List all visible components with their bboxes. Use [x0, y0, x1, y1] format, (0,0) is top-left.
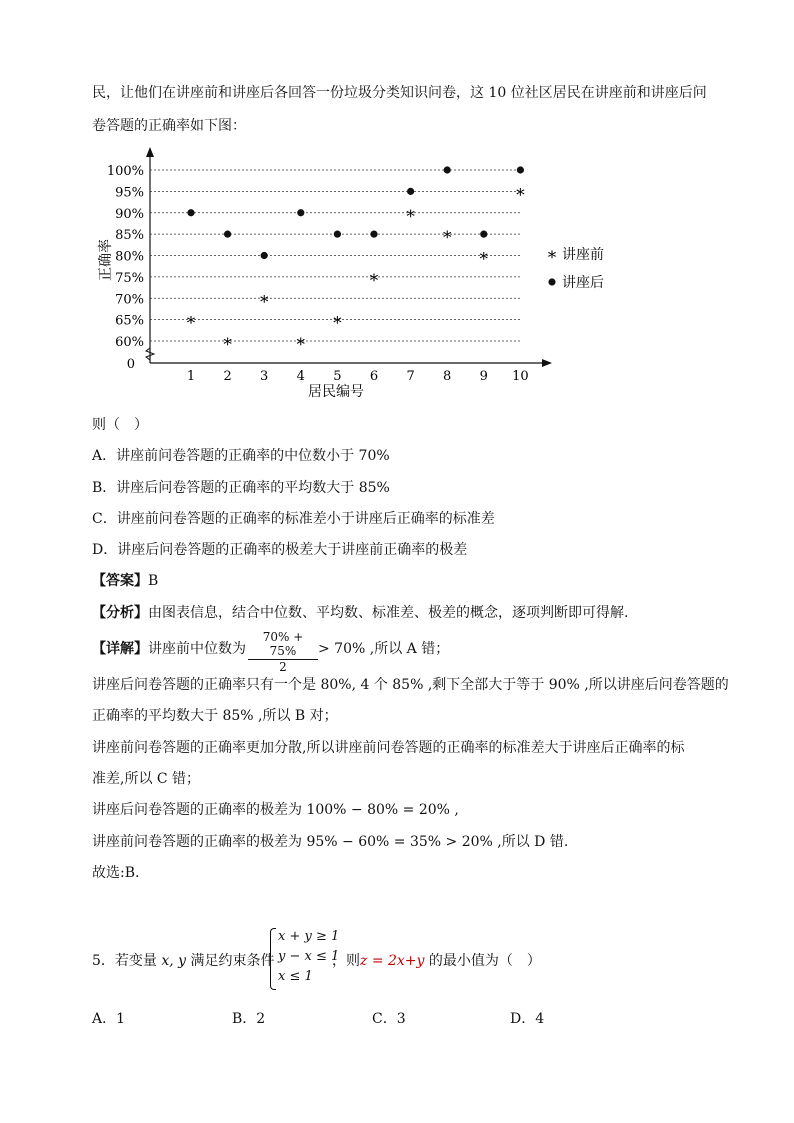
answer-line — [92, 572, 158, 590]
q5-prefix: 5．若变量 — [92, 953, 162, 969]
q5-option-c: C．3 — [372, 1011, 406, 1027]
x-tick-label: 3 — [260, 369, 269, 384]
fraction-numerator: 70% + 75% — [248, 630, 318, 660]
analysis-tag: 【分析】 — [92, 605, 148, 621]
q5-stem — [92, 952, 275, 970]
y-tick-label: 60% — [115, 335, 144, 350]
x-axis-label: 居民编号 — [308, 384, 364, 400]
y-tick-label: 85% — [115, 228, 144, 244]
after-lecture-point — [187, 209, 194, 216]
after-lecture-point — [334, 231, 341, 238]
after-lecture-point — [517, 166, 524, 173]
y-tick-label: 95% — [115, 185, 144, 201]
x-tick-label: 7 — [406, 369, 415, 384]
y-tick-label: 65% — [115, 313, 144, 329]
detail-line-7: 讲座前问卷答题的正确率的极差为 95% − 60% = 35% > 20% ,所以 D 错. — [92, 834, 569, 850]
before-lecture-point: * — [369, 270, 379, 291]
x-tick-label: 4 — [296, 369, 305, 384]
constraint-2: y − x ≤ 1 — [278, 949, 340, 964]
q5-option-d: D．4 — [510, 1011, 545, 1027]
detail-line-4: 讲座前问卷答题的正确率更加分散,所以讲座前问卷答题的正确率的标准差大于讲座后正确率的标 — [92, 740, 685, 756]
after-lecture-point — [407, 188, 414, 195]
legend-before-marker: * — [547, 248, 557, 268]
after-lecture-point — [224, 231, 231, 238]
detail-line-6: 讲座后问卷答题的正确率的极差为 100% − 80% = 20% , — [92, 802, 459, 818]
y-tick-label: 90% — [115, 206, 144, 222]
legend-before-label: 讲座前 — [562, 247, 604, 263]
analysis-line — [92, 604, 628, 622]
intro-line-1: 民，让他们在讲座前和讲座后各回答一份垃圾分类知识问卷，这 10 位社区居民在讲座前和讲座后问 — [92, 85, 707, 101]
q5-vars: x, y — [161, 953, 187, 969]
y-axis-arrow — [146, 147, 154, 157]
detail-line-3: 正确率的平均数大于 85% ,所以 B 对； — [92, 708, 338, 724]
option-c: C．讲座前问卷答题的正确率的标准差小于讲座后正确率的标准差 — [92, 511, 495, 527]
analysis-text: 由图表信息，结合中位数、平均数、标准差、极差的概念，逐项判断即可得解. — [148, 605, 629, 621]
scatter-chart — [0, 145, 794, 405]
answer-tag: 【答案】 — [92, 573, 148, 589]
legend-after-label: 讲座后 — [562, 275, 604, 291]
question-stem: 则（ ） — [92, 417, 148, 433]
intro-line-2: 卷答题的正确率如下图： — [92, 118, 246, 134]
fraction-denominator: 2 — [279, 660, 287, 674]
detail-line-8: 故选:B. — [92, 865, 140, 881]
legend-after-marker — [548, 278, 555, 285]
x-tick-label: 1 — [186, 369, 196, 384]
option-b: B．讲座后问卷答题的正确率的平均数大于 85% — [92, 480, 390, 496]
before-lecture-point: * — [516, 185, 525, 206]
after-lecture-point — [261, 252, 268, 259]
x-axis-arrow — [542, 359, 552, 367]
constraint-1: x + y ≥ 1 — [278, 929, 340, 944]
y-tick-label: 100% — [106, 164, 144, 179]
q5-then: ，则 — [332, 953, 360, 969]
option-a: A．讲座前问卷答题的正确率的中位数小于 70% — [92, 448, 390, 464]
y-tick-label: 80% — [115, 249, 144, 265]
q5-option-b: B．2 — [232, 1011, 266, 1027]
before-lecture-point: * — [406, 206, 415, 227]
answer-text: B — [148, 573, 159, 589]
option-d: D．讲座后问卷答题的正确率的极差大于讲座前正确率的极差 — [92, 542, 468, 558]
median-fraction — [248, 630, 318, 674]
q5-mid: 满足约束条件 — [186, 953, 275, 969]
before-lecture-point: * — [259, 292, 269, 313]
constraint-brace — [270, 928, 276, 990]
origin-label: 0 — [126, 357, 135, 372]
q5-option-a: A．1 — [92, 1011, 126, 1027]
y-tick-label: 75% — [115, 270, 144, 286]
before-lecture-point: * — [186, 313, 196, 334]
x-tick-label: 9 — [479, 369, 488, 384]
detail-line-2: 讲座后问卷答题的正确率只有一个是 80%, 4 个 85% ,剩下全部大于等于 90% ,所以讲座后问卷答题的 — [92, 677, 729, 693]
q5-tail-line — [332, 952, 541, 970]
x-tick-label: 2 — [223, 369, 232, 384]
detail-prefix: 讲座前中位数为 — [148, 641, 246, 657]
before-lecture-point: * — [442, 228, 452, 249]
q5-objective: z = 2x+y — [360, 953, 425, 969]
detail-line-5: 准差,所以 C 错； — [92, 771, 201, 787]
before-lecture-point: * — [333, 313, 342, 334]
y-tick-label: 70% — [115, 292, 144, 308]
constraint-3: x ≤ 1 — [278, 969, 313, 984]
before-lecture-point: * — [479, 249, 489, 270]
q5-tail: 的最小值为（ ） — [424, 953, 541, 969]
after-lecture-point — [480, 231, 487, 238]
after-lecture-point — [297, 209, 304, 216]
x-tick-label: 8 — [443, 369, 452, 384]
detail-tag: 【详解】 — [92, 641, 148, 657]
constraint-system — [278, 927, 339, 987]
detail-suffix: > 70% ,所以 A 错； — [318, 641, 450, 657]
y-axis-label: 正确率 — [98, 239, 114, 281]
x-tick-label: 10 — [512, 369, 529, 384]
x-tick-label: 5 — [333, 369, 342, 384]
detail-line-1 — [92, 640, 246, 658]
before-lecture-point: * — [223, 335, 232, 355]
after-lecture-point — [370, 231, 377, 238]
x-tick-label: 6 — [369, 369, 379, 384]
before-lecture-point: * — [296, 335, 306, 355]
after-lecture-point — [444, 166, 451, 173]
